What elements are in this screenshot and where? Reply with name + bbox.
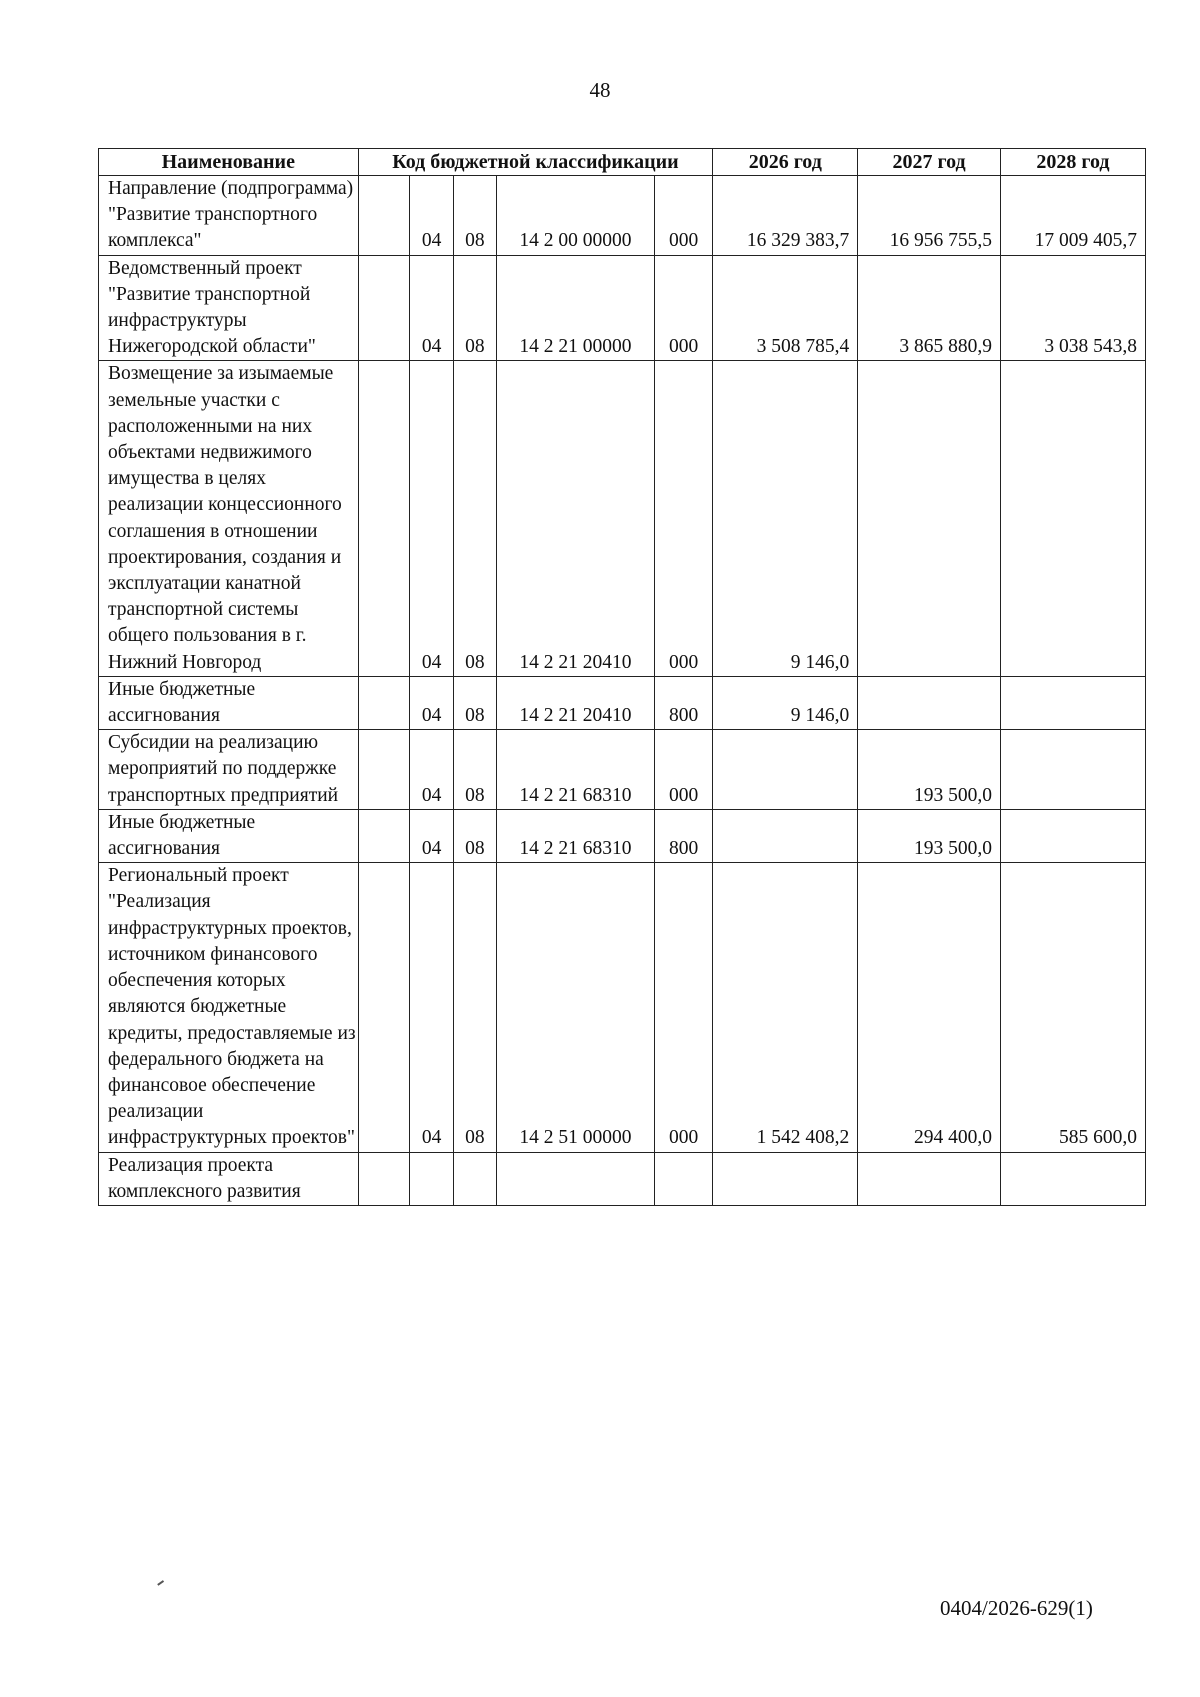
row-name: Ведомственный проект "Развитие транспортной инфраструктуры Нижегородской области" xyxy=(99,255,359,361)
row-2027 xyxy=(858,676,1001,729)
header-code: Код бюджетной классификации xyxy=(358,149,713,176)
document-number: 0404/2026-629(1) xyxy=(940,1596,1093,1620)
row-2026: 1 542 408,2 xyxy=(713,863,858,1152)
header-2026: 2026 год xyxy=(713,149,858,176)
row-code-target xyxy=(496,1152,654,1205)
header-2027: 2027 год xyxy=(858,149,1001,176)
row-code-subsection: 08 xyxy=(453,863,496,1152)
row-name: Иные бюджетные ассигнования xyxy=(99,676,359,729)
row-code-section: 04 xyxy=(410,730,453,810)
row-name: Иные бюджетные ассигнования xyxy=(99,809,359,862)
row-code-1 xyxy=(358,730,410,810)
row-name: Региональный проект "Реализация инфраструктурных проектов, источником финансового обеспечения которых являются бюджетные кредиты, предоставляемые из федерального бюджета на финансовое обеспечение реализации инфраструктурных проектов" xyxy=(99,863,359,1152)
row-code-section: 04 xyxy=(410,255,453,361)
row-code-subsection: 08 xyxy=(453,676,496,729)
row-code-target: 14 2 21 68310 xyxy=(496,809,654,862)
table-row xyxy=(99,176,1146,256)
header-name: Наименование xyxy=(99,149,359,176)
row-code-expense: 000 xyxy=(654,361,712,676)
row-2026 xyxy=(713,809,858,862)
row-code-1 xyxy=(358,176,410,256)
row-code-expense: 800 xyxy=(654,809,712,862)
row-2026: 9 146,0 xyxy=(713,361,858,676)
budget-table xyxy=(98,148,1146,1206)
row-code-expense: 000 xyxy=(654,176,712,256)
row-code-expense: 000 xyxy=(654,863,712,1152)
row-code-target: 14 2 21 20410 xyxy=(496,361,654,676)
row-name: Субсидии на реализацию мероприятий по поддержке транспортных предприятий xyxy=(99,730,359,810)
row-code-section: 04 xyxy=(410,809,453,862)
row-name: Возмещение за изымаемые земельные участки с расположенными на них объектами недвижимого имущества в целях реализации концессионного соглашения в отношении проектирования, создания и эксплуатации канатной транспортной системы общего пользования в г. Нижний Новгород xyxy=(99,361,359,676)
header-row xyxy=(99,149,1146,176)
row-code-1 xyxy=(358,1152,410,1205)
row-2028 xyxy=(1000,730,1145,810)
row-code-1 xyxy=(358,863,410,1152)
row-2027: 193 500,0 xyxy=(858,730,1001,810)
scan-mark xyxy=(157,1580,164,1585)
row-2028 xyxy=(1000,1152,1145,1205)
header-2028: 2028 год xyxy=(1000,149,1145,176)
table-row xyxy=(99,361,1146,676)
row-code-subsection: 08 xyxy=(453,361,496,676)
budget-table-container xyxy=(98,148,1146,1206)
row-2026 xyxy=(713,730,858,810)
row-2028: 585 600,0 xyxy=(1000,863,1145,1152)
page-number: 48 xyxy=(589,78,611,102)
row-code-target: 14 2 21 68310 xyxy=(496,730,654,810)
table-header xyxy=(99,149,1146,176)
row-2026: 16 329 383,7 xyxy=(713,176,858,256)
table-body xyxy=(99,176,1146,1206)
row-code-target: 14 2 51 00000 xyxy=(496,863,654,1152)
row-code-subsection xyxy=(453,1152,496,1205)
table-row xyxy=(99,255,1146,361)
row-2026 xyxy=(713,1152,858,1205)
row-name: Реализация проекта комплексного развития xyxy=(99,1152,359,1205)
row-code-subsection: 08 xyxy=(453,255,496,361)
row-code-1 xyxy=(358,676,410,729)
row-code-expense: 800 xyxy=(654,676,712,729)
row-name: Направление (подпрограмма) "Развитие транспортного комплекса" xyxy=(99,176,359,256)
row-code-target: 14 2 00 00000 xyxy=(496,176,654,256)
table-row xyxy=(99,1152,1146,1205)
row-code-target: 14 2 21 20410 xyxy=(496,676,654,729)
row-code-subsection: 08 xyxy=(453,809,496,862)
row-2026: 9 146,0 xyxy=(713,676,858,729)
row-code-expense: 000 xyxy=(654,255,712,361)
row-code-section xyxy=(410,1152,453,1205)
row-code-1 xyxy=(358,361,410,676)
row-2026: 3 508 785,4 xyxy=(713,255,858,361)
row-2027: 193 500,0 xyxy=(858,809,1001,862)
row-2028 xyxy=(1000,361,1145,676)
row-2027 xyxy=(858,1152,1001,1205)
row-code-1 xyxy=(358,255,410,361)
row-code-expense: 000 xyxy=(654,730,712,810)
table-row xyxy=(99,809,1146,862)
row-2027: 294 400,0 xyxy=(858,863,1001,1152)
table-row xyxy=(99,676,1146,729)
row-2028 xyxy=(1000,809,1145,862)
row-code-section: 04 xyxy=(410,176,453,256)
row-2027: 3 865 880,9 xyxy=(858,255,1001,361)
row-code-section: 04 xyxy=(410,361,453,676)
row-2027 xyxy=(858,361,1001,676)
row-code-subsection: 08 xyxy=(453,176,496,256)
row-2028 xyxy=(1000,676,1145,729)
table-row xyxy=(99,863,1146,1152)
row-2027: 16 956 755,5 xyxy=(858,176,1001,256)
row-code-1 xyxy=(358,809,410,862)
row-2028: 17 009 405,7 xyxy=(1000,176,1145,256)
row-code-expense xyxy=(654,1152,712,1205)
row-code-section: 04 xyxy=(410,676,453,729)
row-code-section: 04 xyxy=(410,863,453,1152)
row-code-target: 14 2 21 00000 xyxy=(496,255,654,361)
table-row xyxy=(99,730,1146,810)
row-code-subsection: 08 xyxy=(453,730,496,810)
row-2028: 3 038 543,8 xyxy=(1000,255,1145,361)
